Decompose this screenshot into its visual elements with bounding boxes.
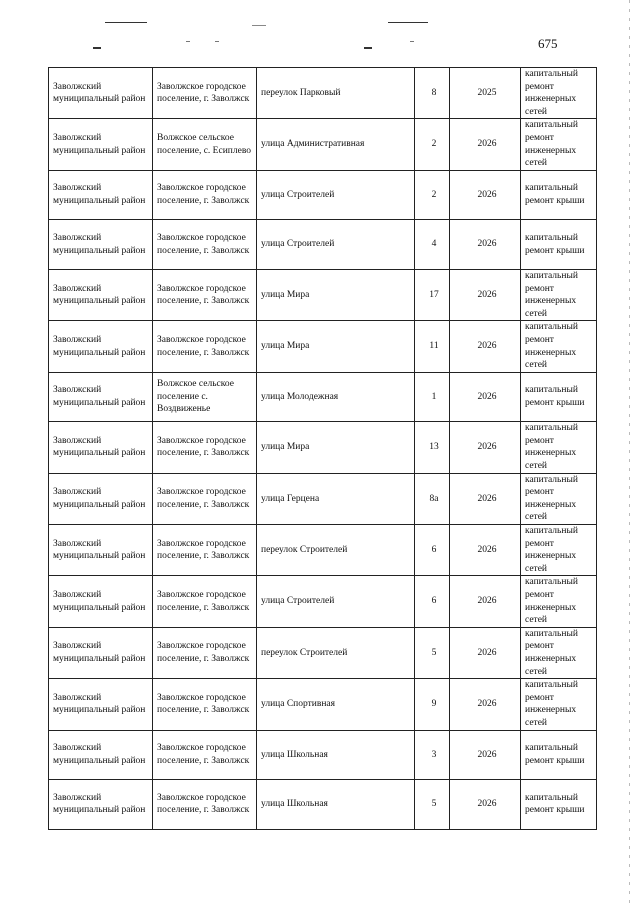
district-cell: Заволжский муниципальный район (49, 269, 153, 320)
house-number-cell: 17 (415, 269, 450, 320)
work-type-cell: капитальный ремонт крыши (521, 170, 597, 220)
scan-mark (186, 41, 190, 42)
district-cell: Заволжский муниципальный район (49, 576, 153, 627)
district-cell: Заволжский муниципальный район (49, 525, 153, 576)
settlement-cell: Заволжское городское поселение, г. Заволжск (153, 780, 257, 830)
house-number-cell: 6 (415, 576, 450, 627)
year-cell: 2025 (450, 68, 521, 119)
house-number-cell: 2 (415, 119, 450, 170)
street-cell: улица Мира (257, 422, 415, 473)
settlement-cell: Заволжское городское поселение, г. Заволжск (153, 170, 257, 220)
street-cell: улица Школьная (257, 730, 415, 780)
table-row (49, 170, 597, 220)
house-number-cell: 5 (415, 780, 450, 830)
house-number-cell: 9 (415, 679, 450, 730)
year-cell: 2026 (450, 473, 521, 524)
table-row (49, 576, 597, 627)
scan-mark (388, 22, 428, 23)
district-cell: Заволжский муниципальный район (49, 730, 153, 780)
work-type-cell: капитальный ремонт инженерных сетей (521, 321, 597, 372)
street-cell: улица Административная (257, 119, 415, 170)
table-row (49, 627, 597, 678)
house-number-cell: 13 (415, 422, 450, 473)
table-row (49, 422, 597, 473)
street-cell: улица Школьная (257, 780, 415, 830)
street-cell: переулок Строителей (257, 525, 415, 576)
settlement-cell: Волжское сельское поселение, с. Есиплево (153, 119, 257, 170)
settlement-cell: Заволжское городское поселение, г. Заволжск (153, 422, 257, 473)
year-cell: 2026 (450, 730, 521, 780)
settlement-cell: Заволжское городское поселение, г. Заволжск (153, 321, 257, 372)
year-cell: 2026 (450, 119, 521, 170)
street-cell: улица Молодежная (257, 372, 415, 422)
district-cell: Заволжский муниципальный район (49, 321, 153, 372)
year-cell: 2026 (450, 422, 521, 473)
year-cell: 2026 (450, 627, 521, 678)
house-number-cell: 4 (415, 220, 450, 270)
district-cell: Заволжский муниципальный район (49, 473, 153, 524)
work-type-cell: капитальный ремонт инженерных сетей (521, 576, 597, 627)
housing-repair-table (48, 67, 597, 830)
table-row (49, 68, 597, 119)
district-cell: Заволжский муниципальный район (49, 68, 153, 119)
district-cell: Заволжский муниципальный район (49, 679, 153, 730)
district-cell: Заволжский муниципальный район (49, 780, 153, 830)
work-type-cell: капитальный ремонт инженерных сетей (521, 679, 597, 730)
settlement-cell: Заволжское городское поселение, г. Заволжск (153, 576, 257, 627)
street-cell: улица Строителей (257, 170, 415, 220)
settlement-cell: Волжское сельское поселение с. Воздвиженье (153, 372, 257, 422)
street-cell: улица Строителей (257, 576, 415, 627)
year-cell: 2026 (450, 269, 521, 320)
work-type-cell: капитальный ремонт инженерных сетей (521, 525, 597, 576)
district-cell: Заволжский муниципальный район (49, 170, 153, 220)
street-cell: переулок Строителей (257, 627, 415, 678)
house-number-cell: 1 (415, 372, 450, 422)
year-cell: 2026 (450, 679, 521, 730)
table-row (49, 473, 597, 524)
table-row (49, 730, 597, 780)
street-cell: улица Мира (257, 321, 415, 372)
table-row (49, 269, 597, 320)
table-row (49, 679, 597, 730)
table-row (49, 220, 597, 270)
work-type-cell: капитальный ремонт крыши (521, 220, 597, 270)
settlement-cell: Заволжское городское поселение, г. Заволжск (153, 269, 257, 320)
scan-mark (93, 47, 101, 49)
table-row (49, 119, 597, 170)
work-type-cell: капитальный ремонт инженерных сетей (521, 269, 597, 320)
year-cell: 2026 (450, 372, 521, 422)
year-cell: 2026 (450, 525, 521, 576)
year-cell: 2026 (450, 220, 521, 270)
work-type-cell: капитальный ремонт инженерных сетей (521, 422, 597, 473)
page-number: 675 (538, 36, 558, 51)
work-type-cell: капитальный ремонт крыши (521, 780, 597, 830)
settlement-cell: Заволжское городское поселение, г. Заволжск (153, 627, 257, 678)
house-number-cell: 5 (415, 627, 450, 678)
street-cell: улица Строителей (257, 220, 415, 270)
settlement-cell: Заволжское городское поселение, г. Заволжск (153, 220, 257, 270)
year-cell: 2026 (450, 780, 521, 830)
table-row (49, 780, 597, 830)
table-row (49, 372, 597, 422)
work-type-cell: капитальный ремонт инженерных сетей (521, 627, 597, 678)
table-row (49, 321, 597, 372)
year-cell: 2026 (450, 321, 521, 372)
settlement-cell: Заволжское городское поселение, г. Заволжск (153, 68, 257, 119)
scan-mark (364, 47, 372, 49)
house-number-cell: 6 (415, 525, 450, 576)
district-cell: Заволжский муниципальный район (49, 220, 153, 270)
scan-mark (105, 22, 147, 23)
scan-mark (252, 25, 266, 26)
district-cell: Заволжский муниципальный район (49, 119, 153, 170)
work-type-cell: капитальный ремонт инженерных сетей (521, 119, 597, 170)
district-cell: Заволжский муниципальный район (49, 372, 153, 422)
work-type-cell: капитальный ремонт крыши (521, 730, 597, 780)
settlement-cell: Заволжское городское поселение, г. Заволжск (153, 730, 257, 780)
year-cell: 2026 (450, 170, 521, 220)
house-number-cell: 8а (415, 473, 450, 524)
scan-mark (215, 41, 219, 42)
house-number-cell: 11 (415, 321, 450, 372)
scan-mark (410, 41, 414, 42)
table-row (49, 525, 597, 576)
house-number-cell: 3 (415, 730, 450, 780)
house-number-cell: 8 (415, 68, 450, 119)
house-number-cell: 2 (415, 170, 450, 220)
table-body (49, 68, 597, 830)
work-type-cell: капитальный ремонт инженерных сетей (521, 68, 597, 119)
scan-edge (629, 0, 630, 905)
settlement-cell: Заволжское городское поселение, г. Заволжск (153, 473, 257, 524)
settlement-cell: Заволжское городское поселение, г. Заволжск (153, 525, 257, 576)
settlement-cell: Заволжское городское поселение, г. Заволжск (153, 679, 257, 730)
district-cell: Заволжский муниципальный район (49, 627, 153, 678)
work-type-cell: капитальный ремонт крыши (521, 372, 597, 422)
work-type-cell: капитальный ремонт инженерных сетей (521, 473, 597, 524)
street-cell: улица Мира (257, 269, 415, 320)
street-cell: переулок Парковый (257, 68, 415, 119)
year-cell: 2026 (450, 576, 521, 627)
street-cell: улица Спортивная (257, 679, 415, 730)
district-cell: Заволжский муниципальный район (49, 422, 153, 473)
street-cell: улица Герцена (257, 473, 415, 524)
